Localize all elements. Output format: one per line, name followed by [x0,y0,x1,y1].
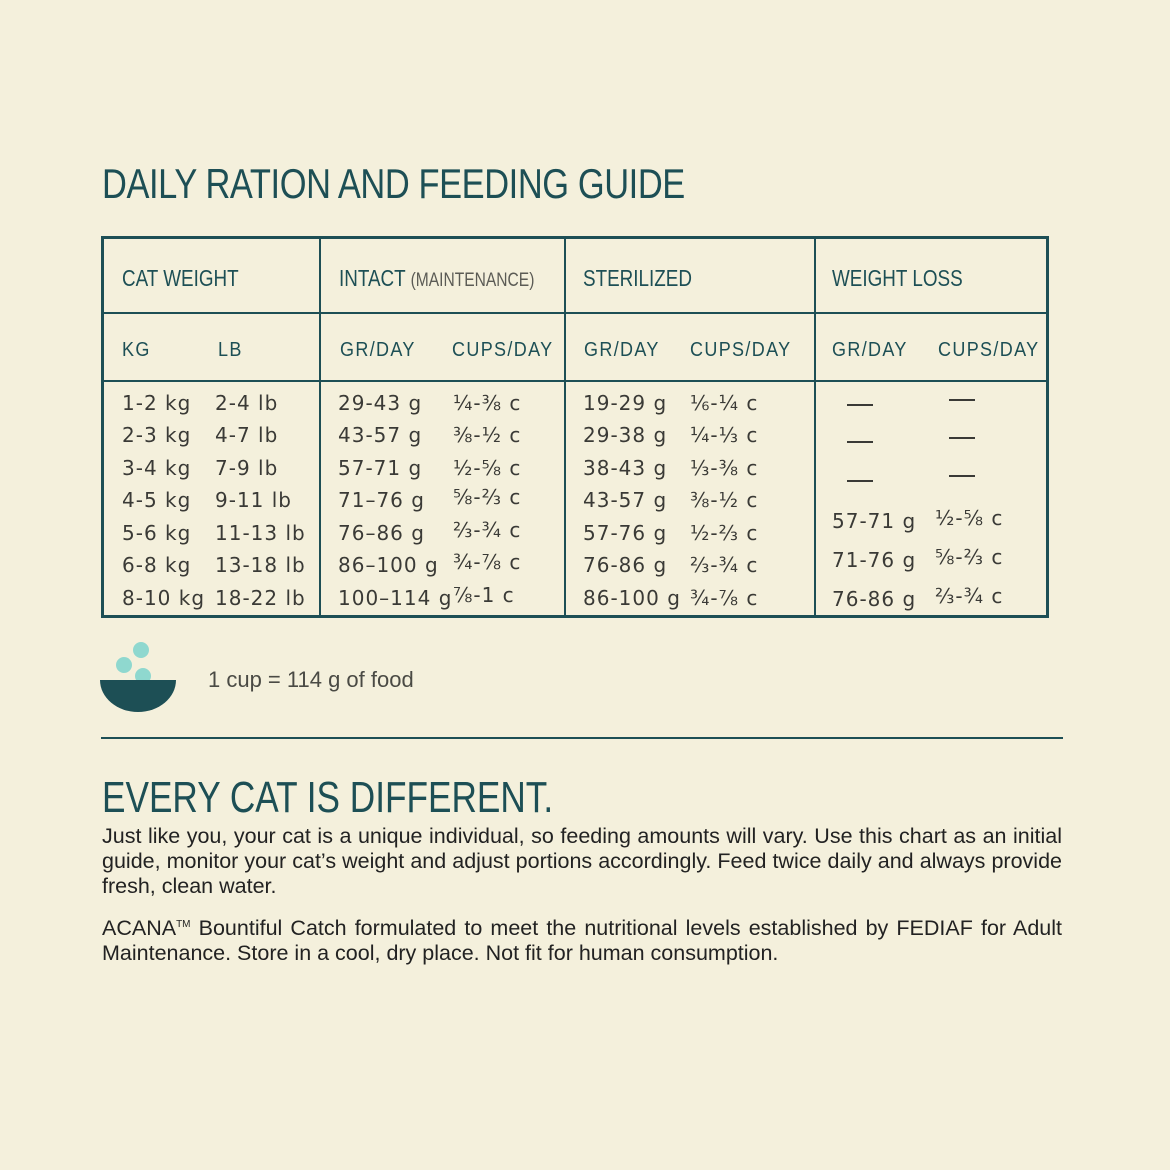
table-cell-intact-gr: 29-43 g [338,391,423,415]
table-cell-sterilized-cups: ⅓-⅜ c [690,456,759,480]
page-title: DAILY RATION AND FEEDING GUIDE [102,160,685,207]
feeding-table [101,236,1049,618]
row-divider [104,312,1046,314]
table-cell-sterilized-gr: 57-76 g [583,521,668,545]
table-cell-lb: 13-18 lb [215,553,306,577]
subheader-weightloss-gr: GR/DAY [832,339,908,361]
table-cell-sterilized-gr: 43-57 g [583,488,668,512]
table-cell-intact-cups: ½-⅝ c [453,456,522,480]
subheader-intact-gr: GR/DAY [340,339,416,361]
table-cell-kg: 5-6 kg [122,521,192,545]
table-cell-sterilized-gr: 38-43 g [583,456,668,480]
table-cell-sterilized-cups: ¼-⅓ c [690,423,759,447]
row-divider [104,380,1046,382]
table-cell-intact-gr: 71–76 g [338,488,425,512]
table-cell-lb: 9-11 lb [215,488,292,512]
column-divider [319,239,321,615]
subheader-sterilized-cups: CUPS/DAY [690,339,792,361]
header-weight-loss: WEIGHT LOSS [832,265,963,291]
table-cell-sterilized-gr: 29-38 g [583,423,668,447]
table-cell-sterilized-cups: ⅙-¼ c [690,391,759,415]
empty-dash [949,399,975,401]
table-cell-lb: 18-22 lb [215,586,306,610]
header-cat-weight: CAT WEIGHT [122,265,239,291]
table-cell-sterilized-gr: 19-29 g [583,391,668,415]
subheader-sterilized-gr: GR/DAY [584,339,660,361]
table-cell-sterilized-cups: ½-⅔ c [690,521,759,545]
table-cell-intact-gr: 76–86 g [338,521,425,545]
subheader-weightloss-cups: CUPS/DAY [938,339,1040,361]
table-cell-kg: 3-4 kg [122,456,192,480]
section-heading: EVERY CAT IS DIFFERENT. [102,773,554,822]
empty-dash [847,480,873,482]
section-divider [101,737,1063,739]
table-cell-weightloss-gr: 57-71 g [832,509,917,533]
table-cell-intact-cups: ⅔-¾ c [453,518,522,542]
table-cell-lb: 2-4 lb [215,391,279,415]
subheader-kg: KG [122,339,151,361]
table-cell-sterilized-gr: 86-100 g [583,586,681,610]
feeding-advice-paragraph: Just like you, your cat is a unique individual, so feeding amounts will vary. Use this chart as an initial guide, monitor your cat’s weight and adjust portions accordingly. Feed twice daily and always provide fresh, clean water. [102,824,1062,898]
product-statement-paragraph: ACANA™ Bountiful Catch formulated to meet the nutritional levels established by FEDIAF for Adult Maintenance. Store in a cool, dry place. Not fit for human consumption. [102,916,1062,966]
table-cell-sterilized-cups: ¾-⅞ c [690,586,759,610]
food-bowl-icon [98,640,178,715]
table-cell-weightloss-cups: ½-⅝ c [935,506,1004,530]
table-cell-intact-cups: ⅝-⅔ c [453,485,522,509]
table-cell-intact-cups: ¼-⅜ c [453,391,522,415]
empty-dash [949,475,975,477]
subheader-lb: LB [218,339,243,361]
table-cell-lb: 7-9 lb [215,456,279,480]
table-cell-weightloss-cups: ⅝-⅔ c [935,545,1004,569]
table-cell-lb: 11-13 lb [215,521,306,545]
table-cell-kg: 1-2 kg [122,391,192,415]
table-cell-kg: 4-5 kg [122,488,192,512]
table-cell-weightloss-gr: 76-86 g [832,587,917,611]
table-cell-intact-gr: 86–100 g [338,553,439,577]
table-cell-weightloss-cups: ⅔-¾ c [935,584,1004,608]
subheader-intact-cups: CUPS/DAY [452,339,554,361]
table-cell-kg: 8-10 kg [122,586,206,610]
table-cell-intact-cups: ¾-⅞ c [453,550,522,574]
table-cell-kg: 2-3 kg [122,423,192,447]
table-cell-intact-gr: 43-57 g [338,423,423,447]
table-cell-intact-gr: 100–114 g [338,586,453,610]
column-divider [814,239,816,615]
header-intact: INTACT (MAINTENANCE) [339,265,535,291]
table-cell-intact-cups: ⅞-1 c [453,583,515,607]
table-cell-kg: 6-8 kg [122,553,192,577]
empty-dash [847,404,873,406]
table-cell-sterilized-gr: 76-86 g [583,553,668,577]
header-sterilized: STERILIZED [583,265,692,291]
table-cell-weightloss-gr: 71-76 g [832,548,917,572]
empty-dash [949,437,975,439]
table-cell-sterilized-cups: ⅜-½ c [690,488,759,512]
cup-conversion-note: 1 cup = 114 g of food [208,667,414,692]
column-divider [564,239,566,615]
table-cell-intact-gr: 57-71 g [338,456,423,480]
table-cell-intact-cups: ⅜-½ c [453,423,522,447]
table-cell-lb: 4-7 lb [215,423,279,447]
empty-dash [847,441,873,443]
table-cell-sterilized-cups: ⅔-¾ c [690,553,759,577]
